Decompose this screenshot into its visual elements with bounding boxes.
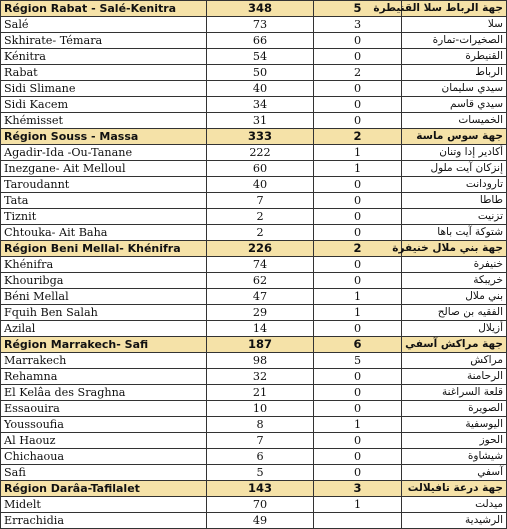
count-cell: 73 <box>207 17 314 33</box>
arabic-name-cell: الخميسات <box>402 113 507 129</box>
arabic-name-cell: بني ملال <box>402 289 507 305</box>
arabic-name-cell: سيدي سليمان <box>402 81 507 97</box>
arabic-name-cell: جهة سوس ماسة <box>402 129 507 145</box>
table-row <box>1 145 507 161</box>
secondary-count-cell: 0 <box>314 385 402 401</box>
secondary-count-cell: 2 <box>314 65 402 81</box>
french-name-cell: Région Darâa-Tafilalet <box>1 481 207 497</box>
table-row <box>1 305 507 321</box>
count-cell: 50 <box>207 65 314 81</box>
count-cell: 222 <box>207 145 314 161</box>
table-row <box>1 209 507 225</box>
arabic-name-cell: إنزكان آيت ملول <box>402 161 507 177</box>
arabic-name-cell: الصخيرات-تمارة <box>402 33 507 49</box>
french-name-cell: Al Haouz <box>1 433 207 449</box>
arabic-name-cell: اليوسفية <box>402 417 507 433</box>
table-row <box>1 385 507 401</box>
french-name-cell: Région Beni Mellal- Khénifra <box>1 241 207 257</box>
french-name-cell: Khénifra <box>1 257 207 273</box>
french-name-cell: Marrakech <box>1 353 207 369</box>
table-row <box>1 353 507 369</box>
french-name-cell: Youssoufia <box>1 417 207 433</box>
table-row <box>1 161 507 177</box>
secondary-count-cell: 1 <box>314 145 402 161</box>
count-cell: 32 <box>207 369 314 385</box>
french-name-cell: Salé <box>1 17 207 33</box>
table-row <box>1 465 507 481</box>
table-row <box>1 417 507 433</box>
french-name-cell: Agadir-Ida -Ou-Tanane <box>1 145 207 161</box>
count-cell: 143 <box>207 481 314 497</box>
count-cell: 34 <box>207 97 314 113</box>
arabic-name-cell: آسفي <box>402 465 507 481</box>
french-name-cell: Safi <box>1 465 207 481</box>
french-name-cell: Khouribga <box>1 273 207 289</box>
table-row <box>1 369 507 385</box>
secondary-count-cell: 0 <box>314 449 402 465</box>
table-row <box>1 65 507 81</box>
secondary-count-cell: 1 <box>314 289 402 305</box>
table-row <box>1 97 507 113</box>
secondary-count-cell: 0 <box>314 273 402 289</box>
secondary-count-cell: 3 <box>314 481 402 497</box>
table-row <box>1 113 507 129</box>
region-header-row <box>1 1 507 17</box>
secondary-count-cell: 5 <box>314 1 402 17</box>
french-name-cell: Kénitra <box>1 49 207 65</box>
french-name-cell: Fquih Ben Salah <box>1 305 207 321</box>
table-row <box>1 33 507 49</box>
arabic-name-cell: تارودانت <box>402 177 507 193</box>
arabic-name-cell: جهة درعة تافيلالت <box>402 481 507 497</box>
secondary-count-cell: 0 <box>314 193 402 209</box>
arabic-name-cell: طاطا <box>402 193 507 209</box>
arabic-name-cell: الرشيدية <box>402 513 507 529</box>
arabic-name-cell: مراكش <box>402 353 507 369</box>
french-name-cell: Sidi Kacem <box>1 97 207 113</box>
count-cell: 98 <box>207 353 314 369</box>
arabic-name-cell: الرباط <box>402 65 507 81</box>
count-cell: 14 <box>207 321 314 337</box>
french-name-cell: Tiznit <box>1 209 207 225</box>
french-name-cell: Chtouka- Ait Baha <box>1 225 207 241</box>
french-name-cell: Région Souss - Massa <box>1 129 207 145</box>
arabic-name-cell: خنيفرة <box>402 257 507 273</box>
arabic-name-cell: تزنيت <box>402 209 507 225</box>
count-cell: 187 <box>207 337 314 353</box>
arabic-name-cell: شتوكة آيت باها <box>402 225 507 241</box>
arabic-name-cell: الحوز <box>402 433 507 449</box>
secondary-count-cell: 1 <box>314 161 402 177</box>
arabic-name-cell: ميدلت <box>402 497 507 513</box>
count-cell: 74 <box>207 257 314 273</box>
table-row <box>1 321 507 337</box>
count-cell: 47 <box>207 289 314 305</box>
region-header-row <box>1 337 507 353</box>
arabic-name-cell: شيشاوة <box>402 449 507 465</box>
count-cell: 40 <box>207 81 314 97</box>
count-cell: 5 <box>207 465 314 481</box>
table-row <box>1 177 507 193</box>
region-header-row <box>1 241 507 257</box>
french-name-cell: Midelt <box>1 497 207 513</box>
french-name-cell: Rabat <box>1 65 207 81</box>
count-cell: 49 <box>207 513 314 529</box>
arabic-name-cell: خريبكة <box>402 273 507 289</box>
table-row <box>1 513 507 529</box>
secondary-count-cell: 0 <box>314 433 402 449</box>
french-name-cell: Taroudannt <box>1 177 207 193</box>
table-row <box>1 273 507 289</box>
count-cell: 10 <box>207 401 314 417</box>
french-name-cell: Tata <box>1 193 207 209</box>
secondary-count-cell: 0 <box>314 33 402 49</box>
table-row <box>1 49 507 65</box>
secondary-count-cell: 1 <box>314 497 402 513</box>
french-name-cell: Azilal <box>1 321 207 337</box>
table-row <box>1 81 507 97</box>
count-cell: 2 <box>207 209 314 225</box>
secondary-count-cell: 0 <box>314 321 402 337</box>
french-name-cell: Errachidia <box>1 513 207 529</box>
secondary-count-cell: 0 <box>314 49 402 65</box>
count-cell: 2 <box>207 225 314 241</box>
arabic-name-cell: أزيلال <box>402 321 507 337</box>
table-row <box>1 17 507 33</box>
arabic-name-cell: الصويرة <box>402 401 507 417</box>
count-cell: 333 <box>207 129 314 145</box>
secondary-count-cell: 0 <box>314 225 402 241</box>
count-cell: 226 <box>207 241 314 257</box>
count-cell: 60 <box>207 161 314 177</box>
arabic-name-cell: أكادير إدا وتنان <box>402 145 507 161</box>
secondary-count-cell <box>314 513 402 529</box>
secondary-count-cell: 0 <box>314 257 402 273</box>
region-header-row <box>1 481 507 497</box>
count-cell: 62 <box>207 273 314 289</box>
french-name-cell: Essaouira <box>1 401 207 417</box>
french-name-cell: El Kelâa des Sraghna <box>1 385 207 401</box>
table-row <box>1 401 507 417</box>
arabic-name-cell: جهة مراكش آسفي <box>402 337 507 353</box>
count-cell: 21 <box>207 385 314 401</box>
secondary-count-cell: 2 <box>314 241 402 257</box>
secondary-count-cell: 2 <box>314 129 402 145</box>
secondary-count-cell: 0 <box>314 209 402 225</box>
table-row <box>1 497 507 513</box>
secondary-count-cell: 0 <box>314 81 402 97</box>
count-cell: 31 <box>207 113 314 129</box>
arabic-name-cell: جهة الرباط سلا القنيطرة <box>402 1 507 17</box>
arabic-name-cell: سيدي قاسم <box>402 97 507 113</box>
secondary-count-cell: 0 <box>314 401 402 417</box>
french-name-cell: Région Rabat - Salé-Kenitra <box>1 1 207 17</box>
table-row <box>1 433 507 449</box>
table-row <box>1 449 507 465</box>
secondary-count-cell: 0 <box>314 369 402 385</box>
arabic-name-cell: القنيطرة <box>402 49 507 65</box>
count-cell: 8 <box>207 417 314 433</box>
secondary-count-cell: 0 <box>314 113 402 129</box>
secondary-count-cell: 1 <box>314 417 402 433</box>
table-row <box>1 257 507 273</box>
french-name-cell: Skhirate- Témara <box>1 33 207 49</box>
count-cell: 70 <box>207 497 314 513</box>
french-name-cell: Inezgane- Ait Melloul <box>1 161 207 177</box>
secondary-count-cell: 0 <box>314 97 402 113</box>
count-cell: 54 <box>207 49 314 65</box>
table-row <box>1 193 507 209</box>
secondary-count-cell: 1 <box>314 305 402 321</box>
count-cell: 7 <box>207 193 314 209</box>
secondary-count-cell: 6 <box>314 337 402 353</box>
table-row <box>1 289 507 305</box>
arabic-name-cell: الفقيه بن صالح <box>402 305 507 321</box>
french-name-cell: Rehamna <box>1 369 207 385</box>
table-row <box>1 225 507 241</box>
french-name-cell: Khémisset <box>1 113 207 129</box>
french-name-cell: Région Marrakech- Safi <box>1 337 207 353</box>
count-cell: 7 <box>207 433 314 449</box>
arabic-name-cell: الرحامنة <box>402 369 507 385</box>
secondary-count-cell: 0 <box>314 465 402 481</box>
arabic-name-cell: قلعة السراغنة <box>402 385 507 401</box>
secondary-count-cell: 0 <box>314 177 402 193</box>
count-cell: 66 <box>207 33 314 49</box>
arabic-name-cell: جهة بني ملال خنيفرة <box>402 241 507 257</box>
count-cell: 40 <box>207 177 314 193</box>
french-name-cell: Chichaoua <box>1 449 207 465</box>
count-cell: 348 <box>207 1 314 17</box>
region-header-row <box>1 129 507 145</box>
table-body <box>1 1 507 529</box>
secondary-count-cell: 5 <box>314 353 402 369</box>
count-cell: 6 <box>207 449 314 465</box>
french-name-cell: Béni Mellal <box>1 289 207 305</box>
count-cell: 29 <box>207 305 314 321</box>
french-name-cell: Sidi Slimane <box>1 81 207 97</box>
arabic-name-cell: سلا <box>402 17 507 33</box>
secondary-count-cell: 3 <box>314 17 402 33</box>
